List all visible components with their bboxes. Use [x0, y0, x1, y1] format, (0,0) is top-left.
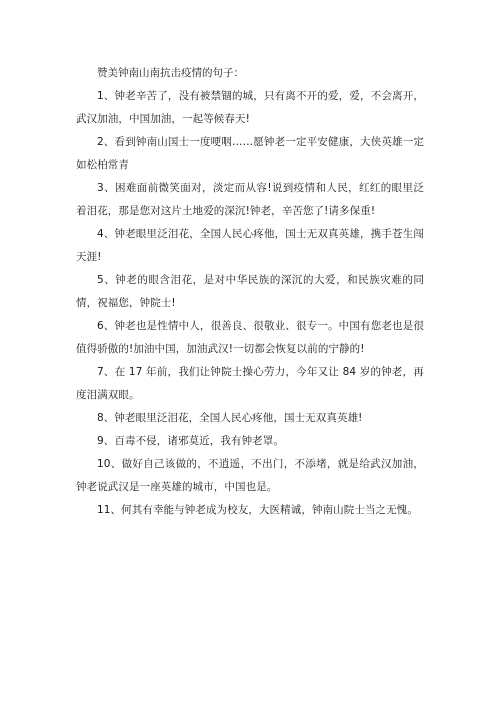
- list-item-4: 4、钟老眼里泛泪花，全国人民心疼他，国士无双真英雄，携手苍生闯天涯!: [76, 228, 424, 263]
- list-item-7: 7、在 17 年前，我们让钟院士操心劳力，今年又让 84 岁的钟老，再度泪满双眼。: [76, 366, 424, 401]
- list-item-1: 1、钟老辛苦了，没有被禁锢的城，只有离不开的爱，爱，不会离开，武汉加油，中国加油，一起等候春天!: [76, 90, 424, 125]
- list-item-5: 5、钟老的眼含泪花，是对中华民族的深沉的大爱，和民族灾难的同情，祝福您，钟院士!: [76, 274, 424, 309]
- document-heading: 赞美钟南山南抗击疫情的句子：: [97, 67, 244, 79]
- list-item-6: 6、钟老也是性情中人，很善良、很敬业、很专一。中国有您老也是很值得骄傲的!加油中国，加油武汉!一切都会恢复以前的宁静的!: [76, 320, 424, 355]
- list-item-3: 3、困难面前微笑面对，淡定而从容!说到疫情和人民，红红的眼里泛着泪花，那是您对这片土地爱的深沉!钟老，辛苦您了!请多保重!: [76, 182, 424, 217]
- list-item-9: 9、百毒不侵，诸邪莫近，我有钟老罩。: [97, 435, 284, 447]
- list-item-8: 8、钟老眼里泛泪花，全国人民心疼他，国士无双真英雄!: [97, 412, 363, 424]
- list-item-11: 11、何其有幸能与钟老成为校友，大医精诚，钟南山院士当之无愧。: [97, 504, 418, 516]
- list-item-2: 2、看到钟南山国士一度哽咽……愿钟老一定平安健康，大侠英雄一定如松柏常青: [76, 136, 424, 171]
- list-item-10: 10、做好自己该做的，不逍遥，不出门，不添堵，就是给武汉加油，钟老说武汉是一座英雄的城市，中国也是。: [76, 458, 424, 493]
- document-body: [76, 62, 424, 522]
